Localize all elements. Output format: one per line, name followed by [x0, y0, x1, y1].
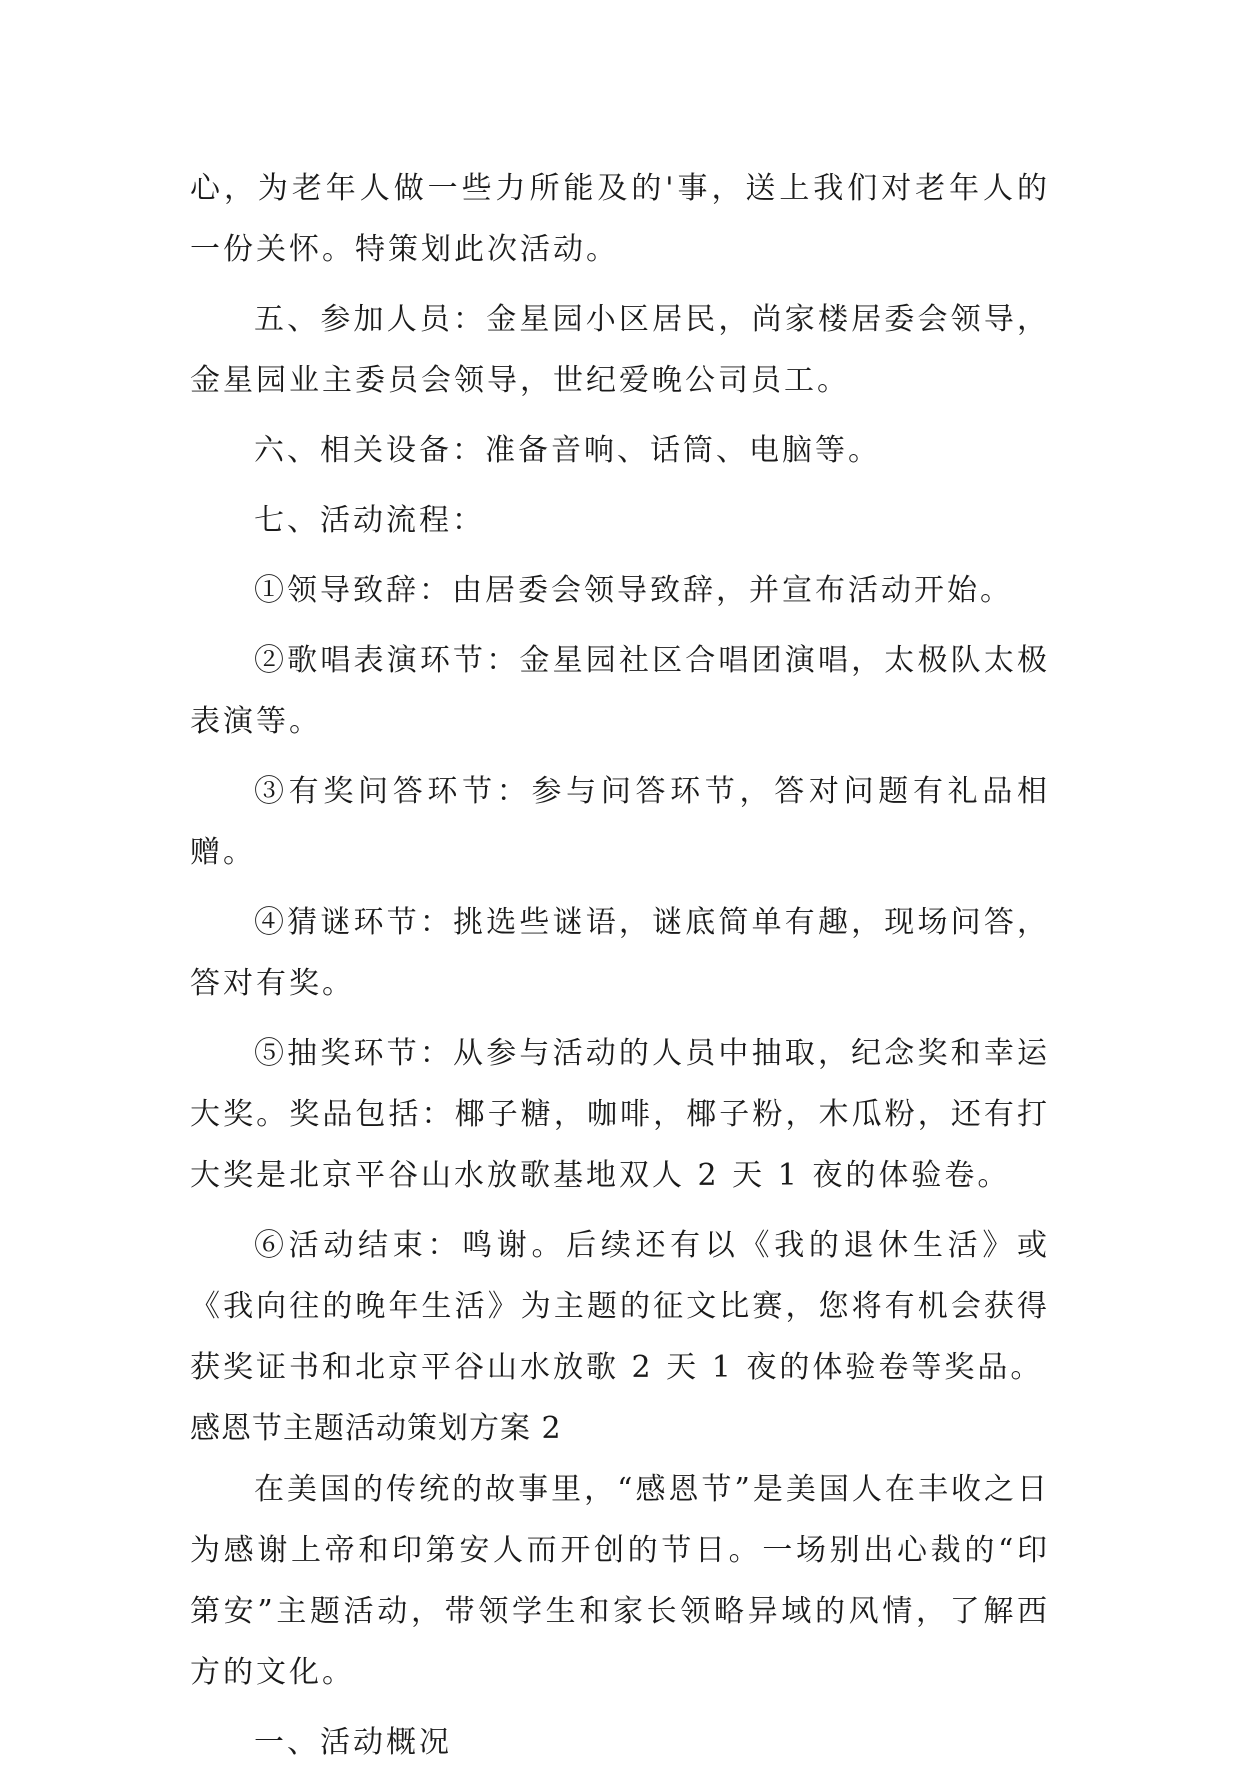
- paragraph: ⑤抽奖环节：从参与活动的人员中抽取，纪念奖和幸运大奖。奖品包括：椰子糖，咖啡，椰子粉，木瓜粉，还有打大奖是北京平谷山水放歌基地双人 2 天 1 夜的体验卷。: [190, 1036, 1050, 1193]
- paragraph: ④猜谜环节：挑选些谜语，谜底简单有趣，现场问答，答对有奖。: [190, 905, 1050, 1001]
- section-heading: 感恩节主题活动策划方案 2: [190, 1411, 562, 1446]
- paragraph: ①领导致辞：由居委会领导致辞，并宣布活动开始。: [254, 573, 1013, 608]
- paragraph: ③有奖问答环节：参与问答环节，答对问题有礼品相赠。: [190, 774, 1050, 870]
- paragraph: 七、活动流程：: [254, 503, 485, 538]
- paragraph: 六、相关设备：准备音响、话筒、电脑等。: [254, 433, 881, 468]
- paragraph: ⑥活动结束：鸣谢。后续还有以《我的退休生活》或《我向往的晚年生活》为主题的征文比赛，您将有机会获得获奖证书和北京平谷山水放歌 2 天 1 夜的体验卷等奖品。: [190, 1228, 1050, 1385]
- paragraph: 心，为老年人做一些力所能及的'事，送上我们对老年人的一份关怀。特策划此次活动。: [190, 171, 1050, 267]
- document-body: [190, 158, 1050, 1773]
- paragraph: 五、参加人员：金星园小区居民，尚家楼居委会领导，金星园业主委员会领导，世纪爱晚公司员工。: [190, 302, 1050, 398]
- paragraph: ②歌唱表演环节：金星园社区合唱团演唱，太极队太极表演等。: [190, 643, 1050, 739]
- paragraph: 一、活动概况: [254, 1725, 452, 1760]
- paragraph: 在美国的传统的故事里，“感恩节”是美国人在丰收之日为感谢上帝和印第安人而开创的节日。一场别出心裁的“印第安”主题活动，带领学生和家长领略异域的风情，了解西方的文化。: [190, 1472, 1050, 1690]
